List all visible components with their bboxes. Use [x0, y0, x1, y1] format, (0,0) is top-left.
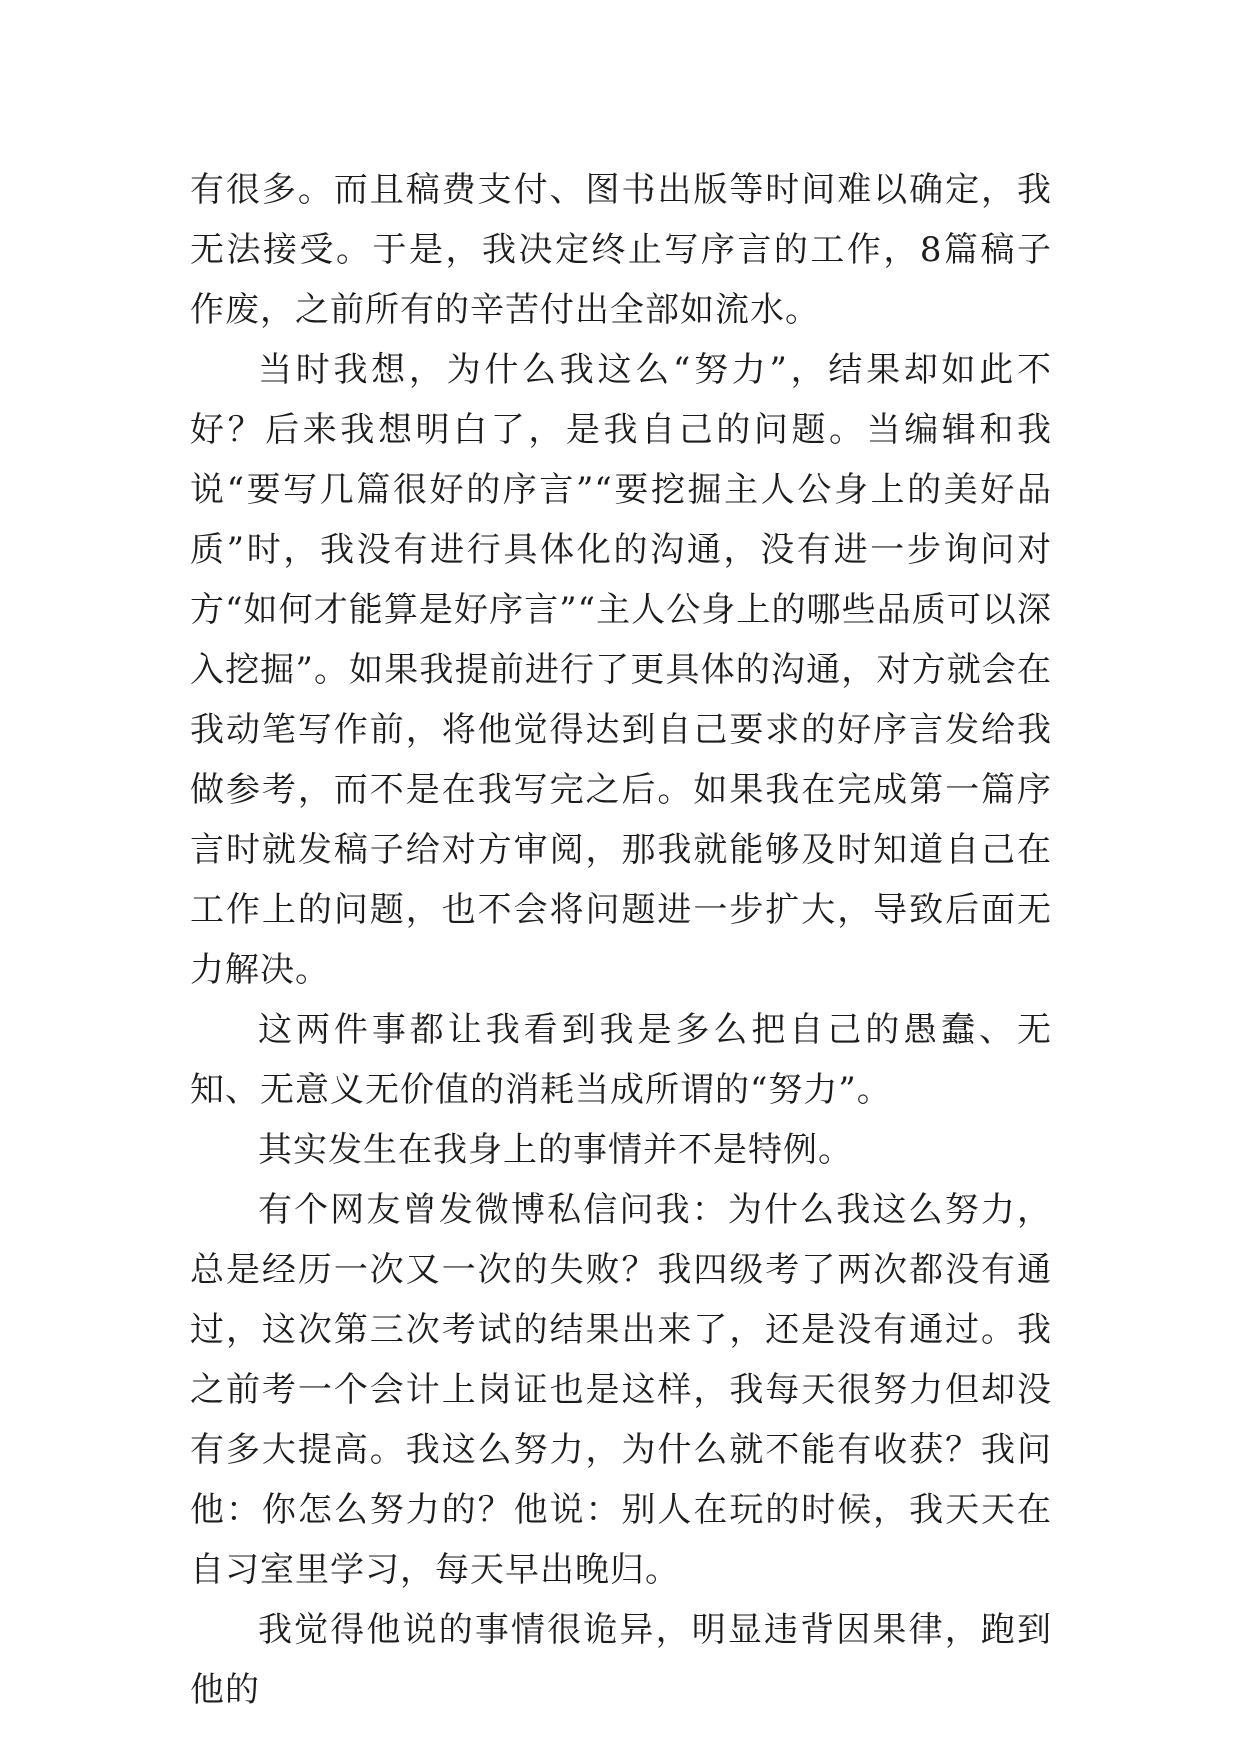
paragraph-2: 当时我想，为什么我这么“努力”，结果却如此不好？后来我想明白了，是我自己的问题。当编辑和我说“要写几篇很好的序言”“要挖掘主人公身上的美好品质”时，我没有进行具体化的沟通，没有进一步询问对方“如何才能算是好序言”“主人公身上的哪些品质可以深入挖掘”。如果我提前进行了更具体的沟通，对方就会在我动笔写作前，将他觉得达到自己要求的好序言发给我做参考，而不是在我写完之后。如果我在完成第一篇序言时就发稿子给对方审阅，那我就能够及时知道自己在工作上的问题，也不会将问题进一步扩大，导致后面无力解决。 [190, 350, 1052, 990]
paragraph-4: 其实发生在我身上的事情并不是特例。 [258, 1130, 853, 1170]
paragraph-6: 我觉得他说的事情很诡异，明显违背因果律，跑到他的 [190, 1610, 1052, 1710]
paragraph-1: 有很多。而且稿费支付、图书出版等时间难以确定，我无法接受。于是，我决定终止写序言的工作，8篇稿子作废，之前所有的辛苦付出全部如流水。 [190, 170, 1052, 330]
paragraph-5: 有个网友曾发微博私信问我：为什么我这么努力，总是经历一次又一次的失败？我四级考了两次都没有通过，这次第三次考试的结果出来了，还是没有通过。我之前考一个会计上岗证也是这样，我每天很努力但却没有多大提高。我这么努力，为什么就不能有收获？我问他：你怎么努力的？他说：别人在玩的时候，我天天在自习室里学习，每天早出晚归。 [190, 1190, 1052, 1590]
paragraph-3: 这两件事都让我看到我是多么把自己的愚蠢、无知、无意义无价值的消耗当成所谓的“努力”。 [190, 1010, 1052, 1110]
body-text [190, 160, 1052, 1720]
